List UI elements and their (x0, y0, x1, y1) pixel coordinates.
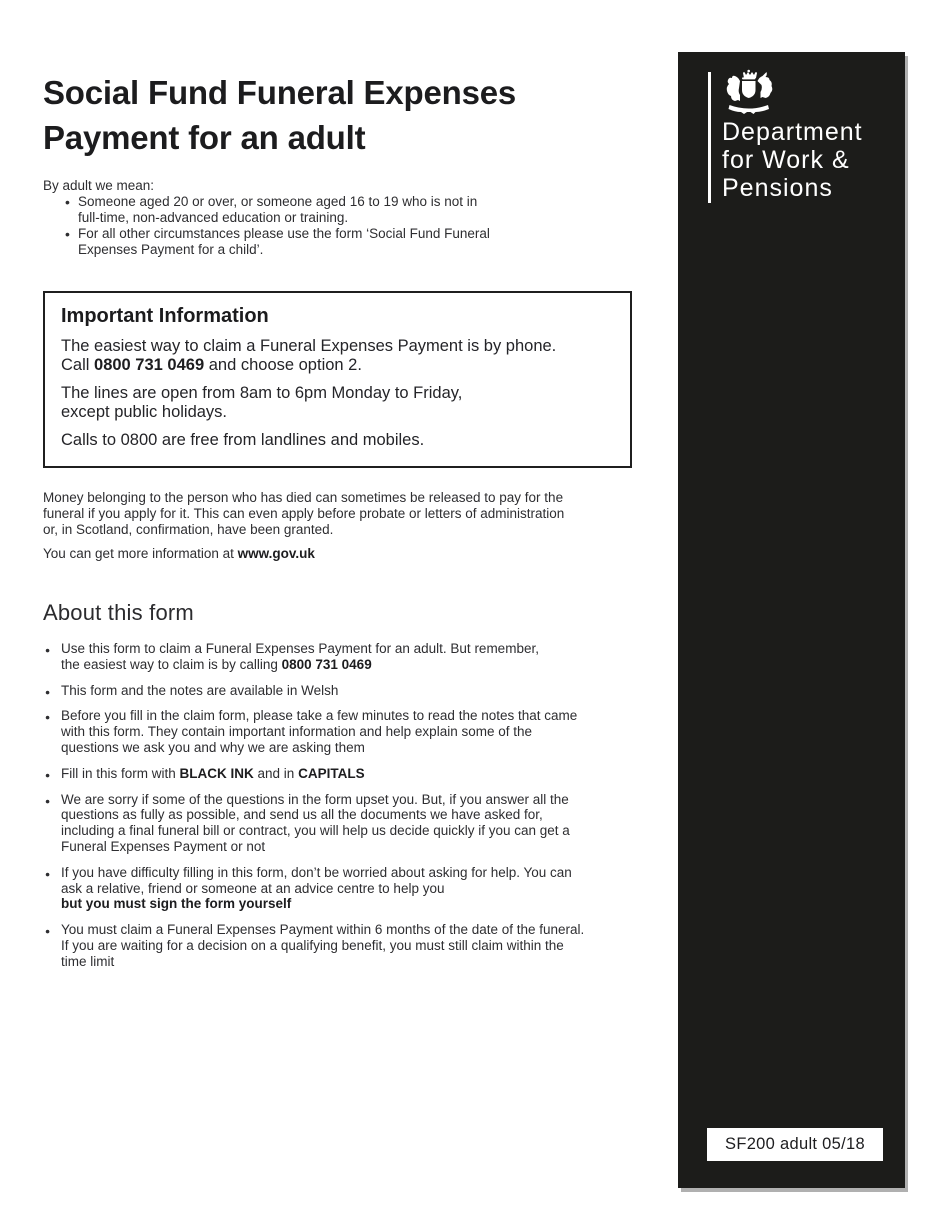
about-heading: About this form (43, 600, 194, 625)
adult-definition-section (43, 178, 635, 258)
royal-crest-icon (718, 69, 778, 115)
list-item: ● You must claim a Funeral Expenses Payment within 6 months of the date of the funeral. If you are waiting for a decision on a qualifying benefit, you must still claim within the time limit (43, 922, 591, 969)
list-item: ● This form and the notes are available in Welsh (43, 683, 591, 699)
dwp-wordmark-line-1: Department (722, 118, 863, 146)
money-release-note (43, 490, 565, 562)
list-item: • Someone aged 20 or over, or someone aged 16 to 19 who is not in full-time, non-advanced education or training. (43, 194, 635, 226)
important-information-heading: Important Information (61, 305, 269, 327)
paragraph: Calls to 0800 are free from landlines and mobiles. (61, 431, 425, 449)
form-reference-badge (707, 1128, 883, 1161)
about-this-form-section (43, 600, 635, 970)
list-item: ● Before you fill in the claim form, please take a few minutes to read the notes that came with this form. They contain important information and help explain some of the questions we ask you and why we are asking them (43, 708, 591, 755)
dwp-brand-sidebar (678, 52, 905, 1188)
dwp-wordmark (722, 118, 863, 202)
list-item: ● If you have difficulty filling in this form, don’t be worried about asking for help. You can ask a relative, friend or someone at an advice centre to help you but you must sign the form yourself (43, 865, 591, 912)
main-content (43, 70, 635, 970)
dwp-wordmark-line-2: for Work & (722, 146, 850, 174)
brand-divider-rule (708, 72, 711, 203)
adult-definition-list (43, 194, 635, 258)
list-item: ● Fill in this form with BLACK INK and in CAPITALS (43, 766, 591, 782)
dwp-wordmark-line-3: Pensions (722, 174, 833, 202)
paragraph: The easiest way to claim a Funeral Expenses Payment is by phone. Call 0800 731 0469 and choose option 2. (61, 337, 557, 374)
form-reference-text: SF200 adult 05/18 (725, 1135, 865, 1153)
about-list (43, 641, 591, 970)
page-title (43, 70, 635, 160)
list-item: ● We are sorry if some of the questions in the form upset you. But, if you answer all the questions as fully as possible, and send us all the documents we have asked for, including a final funeral bill or contract, you will help us decide quickly if you can get a Funeral Expenses Payment or not (43, 792, 591, 855)
paragraph: You can get more information at www.gov.uk (43, 546, 315, 561)
adult-definition-lead: By adult we mean: (43, 178, 155, 193)
page-title-line-2: Payment for an adult (43, 119, 366, 156)
list-item: ● Use this form to claim a Funeral Expenses Payment for an adult. But remember, the easiest way to claim is by calling 0800 731 0469 (43, 641, 591, 673)
important-information-box (43, 291, 632, 468)
paragraph: The lines are open from 8am to 6pm Monday to Friday, except public holidays. (61, 384, 463, 421)
list-item: • For all other circumstances please use the form ‘Social Fund Funeral Expenses Payment for a child’. (43, 226, 635, 258)
page-title-line-1: Social Fund Funeral Expenses (43, 74, 517, 111)
paragraph: Money belonging to the person who has died can sometimes be released to pay for the funeral if you apply for it. This can even apply before probate or letters of administration or, in Scotland, confirmation, have been granted. (43, 490, 565, 537)
